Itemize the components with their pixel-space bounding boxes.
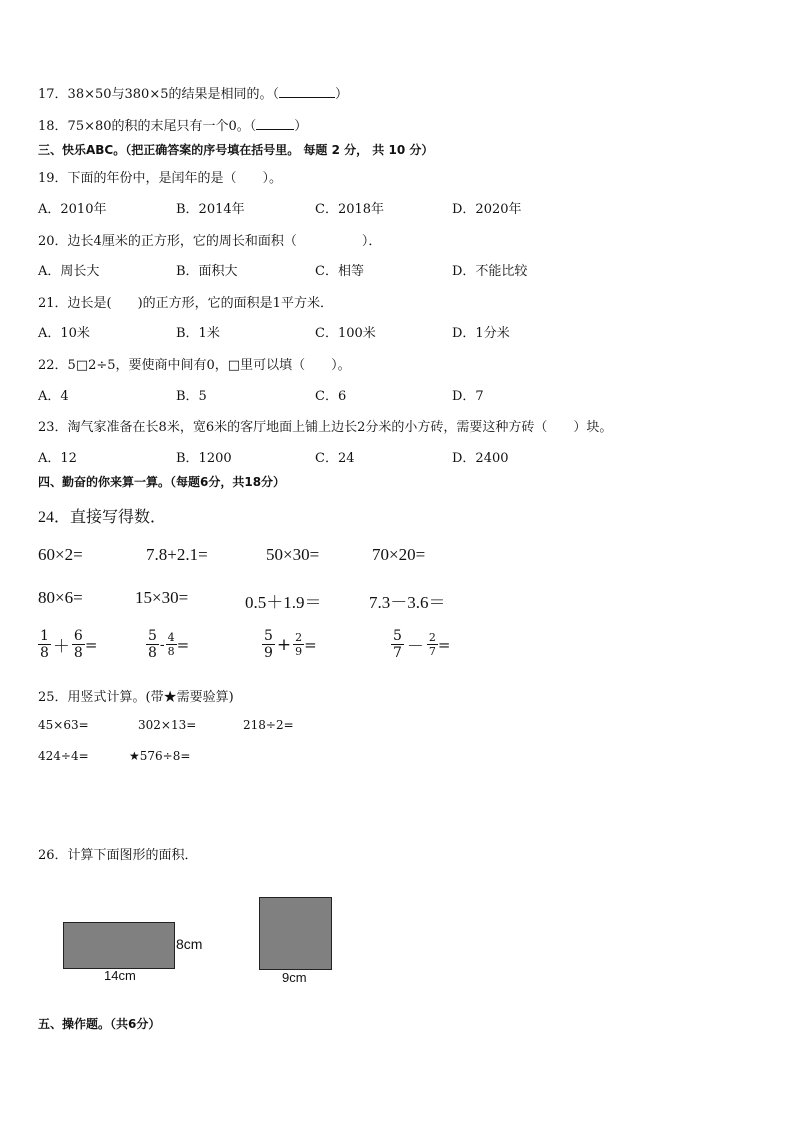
fraction-expression-4: $\frac{5}{7}$ － $\frac{2}{7}$ = [393,628,451,661]
option-23-a[interactable]: A．12 [38,451,77,466]
square-side-label: 9cm [282,970,307,985]
fraction: $\frac{6}{8}$ [73,628,83,661]
question-18: 18．75×80的积的末尾只有一个0。（ ） [38,119,308,134]
option-23-c[interactable]: C．24 [315,451,355,466]
section-3-heading: 三、快乐ABC。（把正确答案的序号填在括号里。 每题 2 分， 共 10 分） [38,143,434,157]
option-19-d[interactable]: D．2020年 [452,202,522,217]
option-19-b[interactable]: B．2014年 [176,202,245,217]
question-26-title: 26．计算下面图形的面积． [38,848,198,863]
vertical-calc-item: 424÷4= [38,749,89,763]
question-25-title: 25．用竖式计算。(带★需要验算) [38,690,234,705]
answer-blank-18[interactable] [256,117,294,130]
vertical-calc-item: 302×13= [138,718,197,732]
option-21-a[interactable]: A．10米 [38,326,90,341]
fraction-expression-1: $\frac{1}{8}$ ＋ $\frac{6}{8}$ = [40,628,98,661]
oral-calc-item: 7.3－3.6＝ [369,593,446,612]
rectangle-height-label: 8cm [176,936,203,952]
rectangle-width-label: 14cm [104,968,136,983]
question-23-stem: 23．淘气家准备在长8米，宽6米的客厅地面上铺上边长2分米的小方砖，需要这种方砖（ ）块。 [38,420,613,435]
fraction: $\frac{2}{7}$ [428,631,436,658]
fraction: $\frac{5}{9}$ [264,628,273,661]
option-20-b[interactable]: B．面积大 [176,264,238,279]
question-17-text: 17．38×50与380×5的结果是相同的。（ [38,87,279,102]
fraction: $\frac{4}{8}$ [167,631,175,658]
square-figure [259,897,332,970]
option-22-b[interactable]: B．5 [176,389,207,404]
vertical-calc-item: 45×63= [38,718,89,732]
oral-calc-item: 60×2= [38,545,83,564]
question-18-text: 18．75×80的积的末尾只有一个0。（ [38,119,257,134]
section-5-heading: 五、操作题。（共6分） [38,1017,161,1031]
oral-calc-item: 50×30= [266,545,320,564]
oral-calc-item: 7.8+2.1= [146,545,208,564]
question-24-title: 24．直接写得数． [38,509,167,526]
option-19-a[interactable]: A．2010年 [38,202,107,217]
fraction: $\frac{2}{9}$ [295,631,303,658]
answer-blank-17[interactable] [279,85,335,98]
fraction: $\frac{5}{7}$ [393,628,402,661]
oral-calc-item: 0.5＋1.9＝ [245,593,322,612]
question-21-stem: 21．边长是( )的正方形，它的面积是1平方米． [38,296,333,311]
fraction-expression-2: $\frac{5}{8}$ - $\frac{4}{8}$ = [148,628,190,661]
question-17: 17．38×50与380×5的结果是相同的。（ ） [38,87,349,102]
option-20-c[interactable]: C．相等 [315,264,364,279]
section-4-heading: 四、勤奋的你来算一算。（每题6分，共18分） [38,475,286,489]
option-23-b[interactable]: B．1200 [176,451,232,466]
option-20-a[interactable]: A．周长大 [38,264,100,279]
fraction: $\frac{5}{8}$ [148,628,157,661]
option-22-c[interactable]: C．6 [315,389,347,404]
option-20-d[interactable]: D．不能比较 [452,264,528,279]
oral-calc-item: 70×20= [372,545,426,564]
oral-calc-item: 15×30= [135,588,189,607]
option-21-d[interactable]: D．1分米 [452,326,510,341]
fraction-expression-3: $\frac{5}{9}$ + $\frac{2}{9}$ = [264,628,317,661]
option-23-d[interactable]: D．2400 [452,451,509,466]
vertical-calc-item: 218÷2= [243,718,294,732]
option-21-b[interactable]: B．1米 [176,326,220,341]
rectangle-figure [63,922,175,969]
oral-calc-item: 80×6= [38,588,83,607]
vertical-calc-item: ★576÷8= [129,749,191,763]
question-20-stem: 20．边长4厘米的正方形，它的周长和面积（ ）． [38,234,382,249]
option-22-a[interactable]: A．4 [38,389,69,404]
option-22-d[interactable]: D．7 [452,389,484,404]
fraction: $\frac{1}{8}$ [40,628,49,661]
question-19-stem: 19．下面的年份中，是闰年的是（ ）。 [38,171,283,186]
option-19-c[interactable]: C．2018年 [315,202,385,217]
question-22-stem: 22．5□2÷5，要使商中间有0，□里可以填（ ）。 [38,358,351,373]
option-21-c[interactable]: C．100米 [315,326,376,341]
